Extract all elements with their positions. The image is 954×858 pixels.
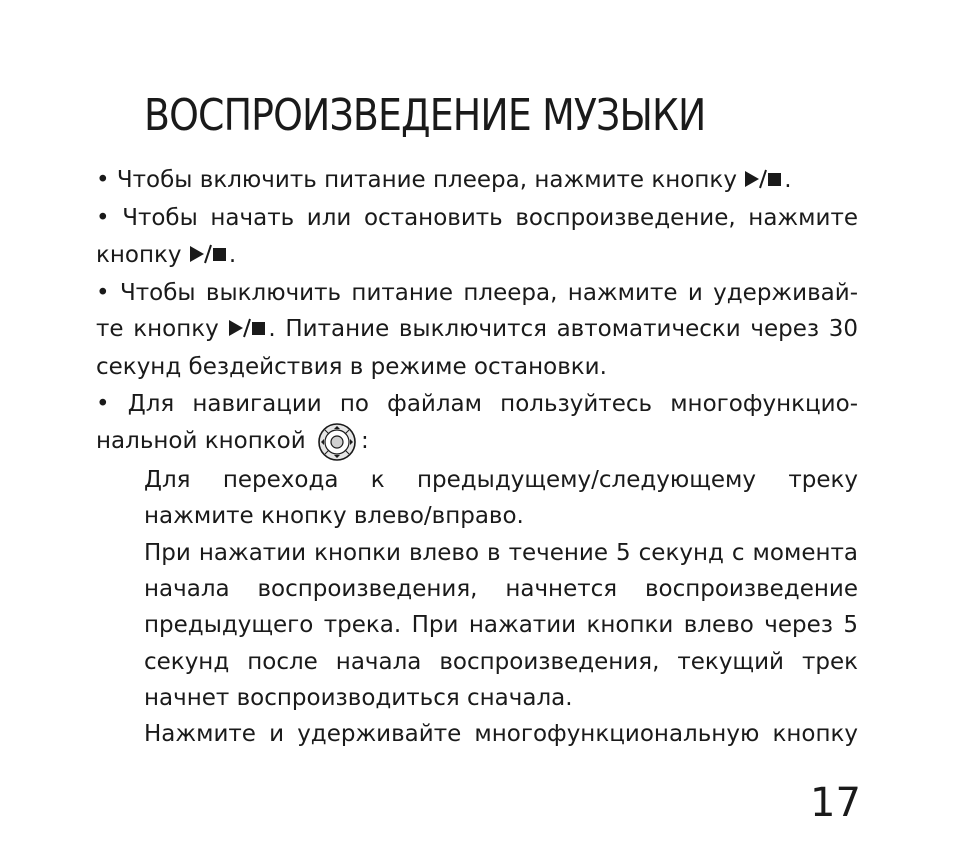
text: Для навигации по файлам пользуйтесь многофункцио-нальной кнопкой [96, 390, 858, 455]
text: : [361, 428, 369, 455]
multifunction-button-icon [313, 422, 361, 462]
bullet: • [96, 390, 110, 417]
play-stop-icon [228, 313, 268, 349]
paragraph-left-press: При нажатии кнопки влево в течение 5 секунд с момента начала воспроизведения, начнется воспроизведение предыдущего трека. При нажатии кнопки влево через 5 секунд после начала воспроизведения, текущий трек начнет воспроизводиться сначала. [144, 539, 858, 711]
bullet: • [96, 279, 110, 306]
text: . [228, 241, 237, 268]
bullet-power-on [96, 162, 858, 200]
page-number: 17 [810, 780, 861, 826]
paragraph-prev-next: Для перехода к предыдущему/следующему треку нажмите кнопку влево/вправо. [144, 467, 858, 530]
bullet-play-stop [96, 200, 858, 275]
instructions-body [96, 162, 858, 752]
play-stop-icon [744, 164, 784, 200]
bullet: • [96, 205, 110, 232]
play-stop-icon [189, 239, 229, 275]
bullet-navigation [96, 386, 858, 462]
text: Чтобы выключить питание плеера, нажмите и удерживай-те кнопку [96, 279, 858, 343]
text: Чтобы включить питание плеера, нажмите кнопку [116, 167, 745, 193]
text: . [784, 167, 792, 193]
bullet: • [96, 167, 110, 193]
text: Чтобы начать или остановить воспроизведение, нажмите кнопку [96, 205, 858, 268]
paragraph-hold: Нажмите и удерживайте многофункциональную кнопку [144, 721, 858, 748]
bullet-power-off [96, 275, 858, 386]
page-title: ВОСПРОИЗВЕДЕНИЕ МУЗЫКИ [144, 90, 706, 141]
text: . Питание выключится автоматически через 30 секунд бездействия в режиме остановки. [96, 316, 858, 381]
